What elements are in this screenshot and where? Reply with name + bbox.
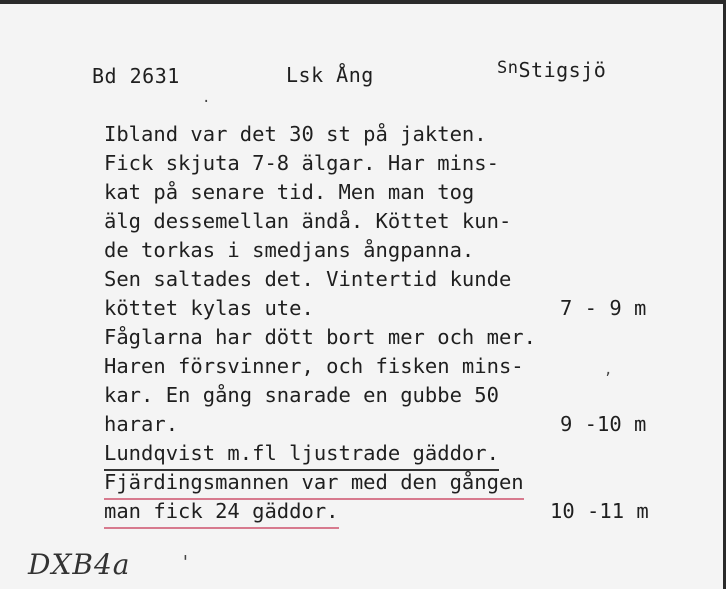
ink-mark: ' [180, 552, 191, 573]
text-line [104, 381, 704, 410]
text-line [104, 207, 704, 236]
ink-mark: . [202, 90, 211, 106]
text-line [104, 468, 704, 497]
page-reference: 7 - 9 m [560, 296, 647, 320]
text-line [104, 497, 704, 526]
bd-number: Bd 2631 [92, 64, 180, 88]
text-line [104, 410, 704, 439]
text-line [104, 236, 704, 265]
socken-field [497, 58, 606, 82]
line-text: Lundqvist m.fl ljustrade gäddor. [104, 439, 499, 471]
line-text: man fick 24 gäddor. [104, 497, 339, 529]
card-top-edge [0, 0, 726, 4]
text-line [104, 439, 704, 468]
text-line [104, 352, 704, 381]
line-text: Ibland var det 30 st på jakten. [104, 122, 487, 146]
landskap-field: Lsk Ång [286, 63, 374, 87]
line-text: älg dessemellan ändå. Köttet kun- [104, 209, 512, 233]
line-text: harar. [104, 412, 179, 436]
line-text: kar. En gång snarade en gubbe 50 [104, 383, 499, 407]
line-text: Fjärdingsmannen var med den gången [104, 468, 524, 500]
record-text [104, 120, 704, 526]
line-text: Sen saltades det. Vintertid kunde [104, 267, 512, 291]
ink-mark: , [604, 362, 613, 378]
line-text: Fåglarna har dött bort mer och mer. [104, 325, 536, 349]
socken-name: Stigsjö [518, 58, 607, 82]
text-line [104, 323, 704, 352]
text-line [104, 149, 704, 178]
page-reference: 10 -11 m [550, 499, 649, 523]
line-text: kat på senare tid. Men man tog [104, 180, 475, 204]
line-text: Haren försvinner, och fisken mins- [104, 354, 524, 378]
socken-prefix: Sn [497, 58, 519, 78]
line-text: köttet kylas ute. [104, 296, 314, 320]
line-text: de torkas i smedjans ångpanna. [104, 238, 475, 262]
page-reference: 9 -10 m [560, 412, 647, 436]
line-text: Fick skjuta 7-8 älgar. Har mins- [104, 151, 499, 175]
text-line [104, 178, 704, 207]
text-line [104, 120, 704, 149]
text-line [104, 294, 704, 323]
handwritten-note: DXB4a [28, 548, 131, 581]
text-line [104, 265, 704, 294]
